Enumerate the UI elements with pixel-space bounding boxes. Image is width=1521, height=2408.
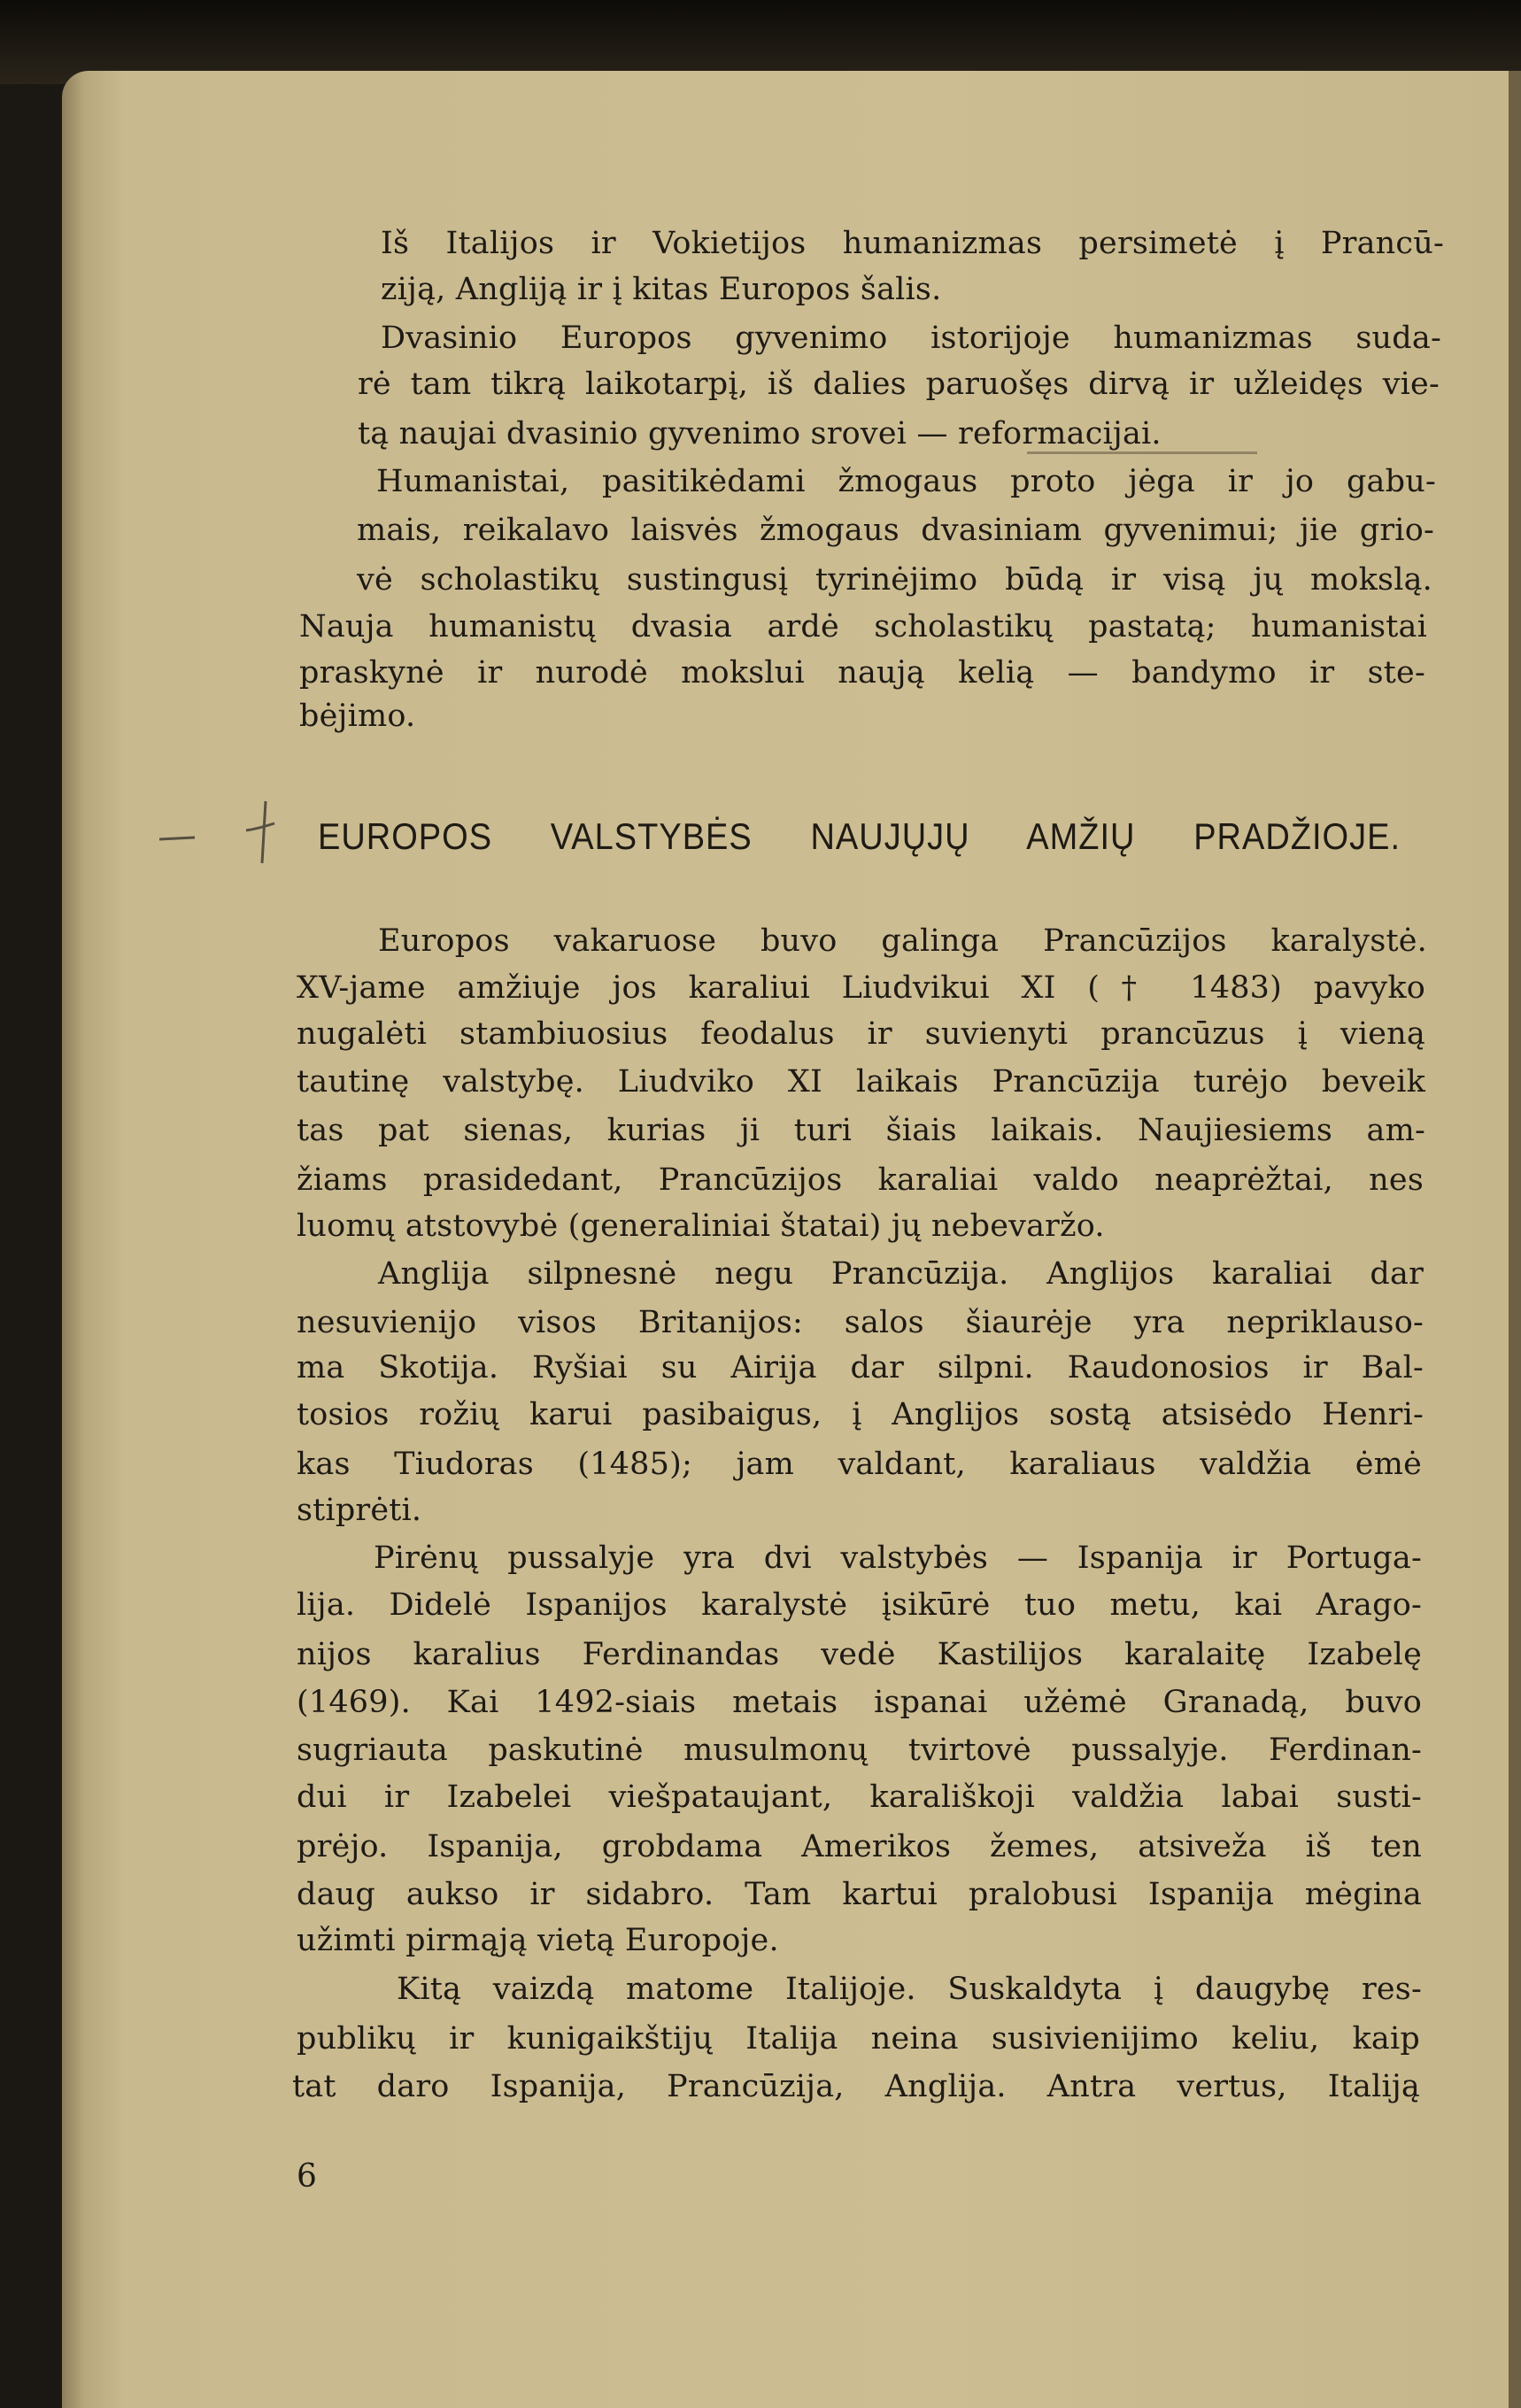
text-line: lija. Didelė Ispanijos karalystė įsikūrė tuo metu, kai Arago- <box>297 1587 1422 1623</box>
text-line: prėjo. Ispanija, grobdama Amerikos žemes, atsiveža iš ten <box>297 1829 1422 1864</box>
text-line: Humanistai, pasitikėdami žmogaus proto jėga ir jo gabu- <box>376 464 1436 499</box>
text-line: praskynė ir nurodė mokslui naują kelią — bandymo ir ste- <box>299 655 1425 691</box>
text-line: nugalėti stambiuosius feodalus ir suvienyti prancūzus į vieną <box>297 1016 1425 1052</box>
text-line: ziją, Angliją ir į kitas Europos šalis. <box>381 272 942 307</box>
text-line: žiams prasidedant, Prancūzijos karaliai valdo neaprėžtai, nes <box>297 1162 1424 1198</box>
page-number: 6 <box>297 2158 317 2195</box>
text-line: (1469). Kai 1492-siais metais ispanai užėmė Granadą, buvo <box>297 1685 1422 1720</box>
text-line: Dvasinio Europos gyvenimo istorijoje humanizmas suda- <box>381 320 1441 356</box>
text-line: tą naujai dvasinio gyvenimo srovei — reformacijai. <box>358 416 1162 452</box>
text-line: publikų ir kunigaikštijų Italija neina susivienijimo keliu, kaip <box>297 2021 1420 2057</box>
pencil-margin-mark-icon <box>159 797 283 868</box>
text-line: stiprėti. <box>297 1493 422 1528</box>
scan-right-edge <box>1509 71 1521 2408</box>
text-line: užimti pirmąją vietą Europoje. <box>297 1923 779 1958</box>
text-line: Pirėnų pussalyje yra dvi valstybės — Ispanija ir Portuga- <box>374 1540 1422 1576</box>
text-line: nijos karalius Ferdinandas vedė Kastilijos karalaitę Izabelę <box>297 1637 1422 1672</box>
text-line: Kitą vaizdą matome Italijoje. Suskaldyta į daugybę res- <box>397 1972 1422 2007</box>
text-line: mais, reikalavo laisvės žmogaus dvasiniam gyvenimui; jie grio- <box>357 513 1434 548</box>
text-line: tas pat sienas, kurias ji turi šiais laikais. Naujiesiems am- <box>297 1113 1425 1148</box>
text-line: Europos vakaruose buvo galinga Prancūzijos karalystė. <box>378 923 1427 959</box>
text-line: ma Skotija. Ryšiai su Airija dar silpni. Raudonosios ir Bal- <box>297 1350 1424 1385</box>
text-line: tautinę valstybę. Liudviko XI laikais Prancūzija turėjo beveik <box>297 1064 1425 1100</box>
text-line: nesuvienijo visos Britanijos: salos šiaurėje yra nepriklauso- <box>297 1305 1424 1340</box>
text-line: Anglija silpnesnė negu Prancūzija. Anglijos karaliai dar <box>378 1256 1424 1292</box>
text-line: sugriauta paskutinė musulmonų tvirtovė pussalyje. Ferdinan- <box>297 1733 1422 1768</box>
text-line: kas Tiudoras (1485); jam valdant, karaliaus valdžia ėmė <box>297 1447 1422 1482</box>
text-line: tosios rožių karui pasibaigus, į Anglijos sostą atsisėdo Henri- <box>297 1397 1424 1432</box>
text-line: dui ir Izabelei viešpataujant, karališkoji valdžia labai susti- <box>297 1779 1422 1815</box>
text-line: Nauja humanistų dvasia ardė scholastikų pastatą; humanistai <box>299 609 1427 644</box>
text-line: vė scholastikų sustingusį tyrinėjimo būdą ir visą jų mokslą. <box>357 562 1432 598</box>
text-line: daug aukso ir sidabro. Tam kartui pralobusi Ispanija mėgina <box>297 1877 1422 1912</box>
text-line: Iš Italijos ir Vokietijos humanizmas persimetė į Prancū- <box>381 226 1444 261</box>
text-line: XV-jame amžiuje jos karaliui Liudvikui XI († 1483) pavyko <box>297 970 1425 1006</box>
text-line: bėjimo. <box>299 698 416 734</box>
text-line: rė tam tikrą laikotarpį, iš dalies paruošęs dirvą ir užleidęs vie- <box>358 367 1440 402</box>
text-line: tat daro Ispanija, Prancūzija, Anglija. Antra vertus, Italiją <box>292 2069 1420 2104</box>
section-heading: EUROPOS VALSTYBĖS NAUJŲJŲ AMŽIŲ PRADŽIOJE. <box>318 816 1401 859</box>
text-line: luomų atstovybė (generaliniai štatai) jų nebevaržo. <box>297 1208 1105 1244</box>
